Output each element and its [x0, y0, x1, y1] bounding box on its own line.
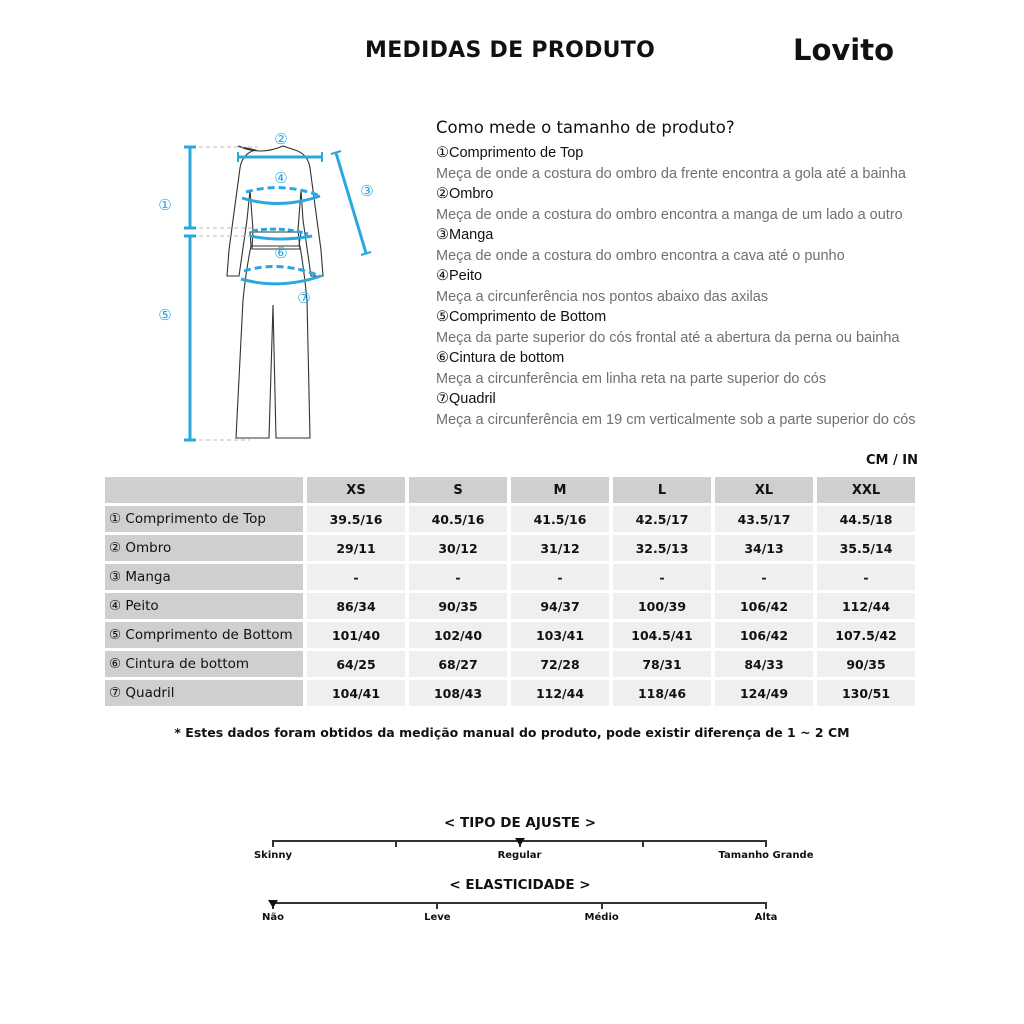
measure-sleeve: [336, 153, 366, 253]
measure-lines: [184, 147, 374, 440]
table-cell: 106/42: [715, 593, 813, 619]
elasticity-selected-marker-icon: [268, 900, 278, 908]
instruction-description: Meça de onde a costura do ombro encontra a cava até o punho: [436, 247, 845, 264]
measure-chest: [246, 188, 318, 195]
table-cell: 102/40: [409, 622, 507, 648]
row-label: ① Comprimento de Top: [105, 506, 303, 532]
brand-logo: Lovito: [793, 33, 895, 67]
fit-scale-tick: [272, 840, 274, 847]
table-row: [105, 622, 915, 648]
instruction-name: ②Ombro: [436, 186, 494, 202]
table-cell: 94/37: [511, 593, 609, 619]
instruction-name: ⑥Cintura de bottom: [436, 350, 565, 366]
marker-5: ⑤: [158, 306, 172, 324]
size-header-xs: XS: [307, 477, 405, 503]
row-label: ④ Peito: [105, 593, 303, 619]
marker-4: ④: [274, 169, 288, 187]
fit-scale-title: < TIPO DE AJUSTE >: [443, 815, 597, 831]
fit-scale-label: Skinny: [253, 850, 293, 861]
fit-scale-tick: [765, 840, 767, 847]
elasticity-scale-title: < ELASTICIDADE >: [449, 877, 591, 893]
fit-scale-tick: [395, 840, 397, 847]
measurement-note: * Estes dados foram obtidos da medição manual do produto, pode existir diferença de 1 ~ 2 CM: [174, 725, 850, 740]
table-cell: 100/39: [613, 593, 711, 619]
table-cell: 101/40: [307, 622, 405, 648]
table-cell: 29/11: [307, 535, 405, 561]
corner-cell: [105, 477, 303, 503]
instruction-description: Meça de onde a costura do ombro da frente encontra a gola até a bainha: [436, 165, 906, 182]
units-label: CM / IN: [866, 453, 918, 468]
garment-diagram: [140, 120, 400, 450]
table-cell: 118/46: [613, 680, 711, 706]
row-label: ③ Manga: [105, 564, 303, 590]
table-row: [105, 651, 915, 677]
table-cell: 40.5/16: [409, 506, 507, 532]
instruction-description: Meça de onde a costura do ombro encontra a manga de um lado a outro: [436, 206, 903, 223]
table-row: [105, 564, 915, 590]
table-cell: 39.5/16: [307, 506, 405, 532]
table-cell: 124/49: [715, 680, 813, 706]
size-header-row: [105, 477, 915, 503]
size-table-body: [105, 506, 915, 706]
elasticity-scale: [240, 877, 800, 927]
marker-1: ①: [158, 196, 172, 214]
table-row: [105, 680, 915, 706]
table-cell: 64/25: [307, 651, 405, 677]
fit-scale-tick: [642, 840, 644, 847]
size-header-xxl: XXL: [817, 477, 915, 503]
instruction-description: Meça a circunferência em linha reta na parte superior do cós: [436, 370, 827, 387]
table-cell: 72/28: [511, 651, 609, 677]
row-label: ⑥ Cintura de bottom: [105, 651, 303, 677]
instruction-name: ⑤Comprimento de Bottom: [436, 309, 607, 325]
marker-3: ③: [360, 182, 374, 200]
measure-hip: [244, 267, 320, 276]
size-header-m: M: [511, 477, 609, 503]
table-cell: -: [409, 564, 507, 590]
table-cell: 104.5/41: [613, 622, 711, 648]
table-cell: 43.5/17: [715, 506, 813, 532]
elasticity-scale-tick: [436, 902, 438, 909]
instructions-list: [436, 143, 936, 430]
measure-instructions: [436, 117, 936, 430]
elasticity-scale-line: [272, 902, 767, 904]
table-cell: 42.5/17: [613, 506, 711, 532]
elasticity-scale-label: Alta: [754, 912, 778, 923]
page-title: MEDIDAS DE PRODUTO: [365, 38, 656, 63]
elasticity-scale-label: Leve: [424, 912, 451, 923]
table-cell: 103/41: [511, 622, 609, 648]
table-cell: 107.5/42: [817, 622, 915, 648]
marker-6: ⑥: [274, 244, 288, 262]
table-cell: 104/41: [307, 680, 405, 706]
marker-7: ⑦: [297, 289, 311, 307]
table-cell: 30/12: [409, 535, 507, 561]
table-cell: 32.5/13: [613, 535, 711, 561]
table-cell: 112/44: [511, 680, 609, 706]
instruction-description: Meça a circunferência nos pontos abaixo das axilas: [436, 288, 769, 305]
fit-scale-label: Tamanho Grande: [718, 850, 814, 861]
table-cell: 44.5/18: [817, 506, 915, 532]
table-row: [105, 506, 915, 532]
fit-type-scale: [240, 815, 814, 865]
table-cell: 130/51: [817, 680, 915, 706]
size-chart-table: [101, 474, 919, 709]
instruction-name: ④Peito: [436, 268, 483, 284]
elasticity-scale-tick: [765, 902, 767, 909]
instruction-name: ⑦Quadril: [436, 391, 496, 407]
table-cell: 86/34: [307, 593, 405, 619]
size-header-xl: XL: [715, 477, 813, 503]
table-cell: 35.5/14: [817, 535, 915, 561]
table-cell: 68/27: [409, 651, 507, 677]
elasticity-scale-label: Não: [262, 912, 284, 923]
table-cell: 31/12: [511, 535, 609, 561]
size-header-l: L: [613, 477, 711, 503]
table-cell: 41.5/16: [511, 506, 609, 532]
row-label: ⑤ Comprimento de Bottom: [105, 622, 303, 648]
elasticity-scale-label: Médio: [584, 912, 619, 923]
elasticity-scale-tick: [601, 902, 603, 909]
table-cell: -: [307, 564, 405, 590]
table-cell: 112/44: [817, 593, 915, 619]
instructions-title: Como mede o tamanho de produto?: [436, 118, 735, 137]
table-cell: 106/42: [715, 622, 813, 648]
table-cell: 78/31: [613, 651, 711, 677]
table-row: [105, 535, 915, 561]
table-cell: -: [511, 564, 609, 590]
table-row: [105, 593, 915, 619]
table-cell: -: [817, 564, 915, 590]
instruction-description: Meça a circunferência em 19 cm verticalmente sob a parte superior do cós: [436, 411, 916, 428]
table-cell: 90/35: [409, 593, 507, 619]
row-label: ⑦ Quadril: [105, 680, 303, 706]
fit-selected-marker-icon: [515, 838, 525, 846]
table-cell: -: [613, 564, 711, 590]
table-cell: 84/33: [715, 651, 813, 677]
marker-2: ②: [274, 130, 288, 148]
instruction-description: Meça da parte superior do cós frontal até a abertura da perna ou bainha: [436, 329, 900, 346]
size-header-s: S: [409, 477, 507, 503]
instruction-name: ①Comprimento de Top: [436, 145, 584, 161]
table-cell: 108/43: [409, 680, 507, 706]
row-label: ② Ombro: [105, 535, 303, 561]
fit-scale-label: Regular: [497, 850, 542, 861]
table-cell: 90/35: [817, 651, 915, 677]
table-cell: 34/13: [715, 535, 813, 561]
instruction-name: ③Manga: [436, 227, 494, 243]
table-cell: -: [715, 564, 813, 590]
